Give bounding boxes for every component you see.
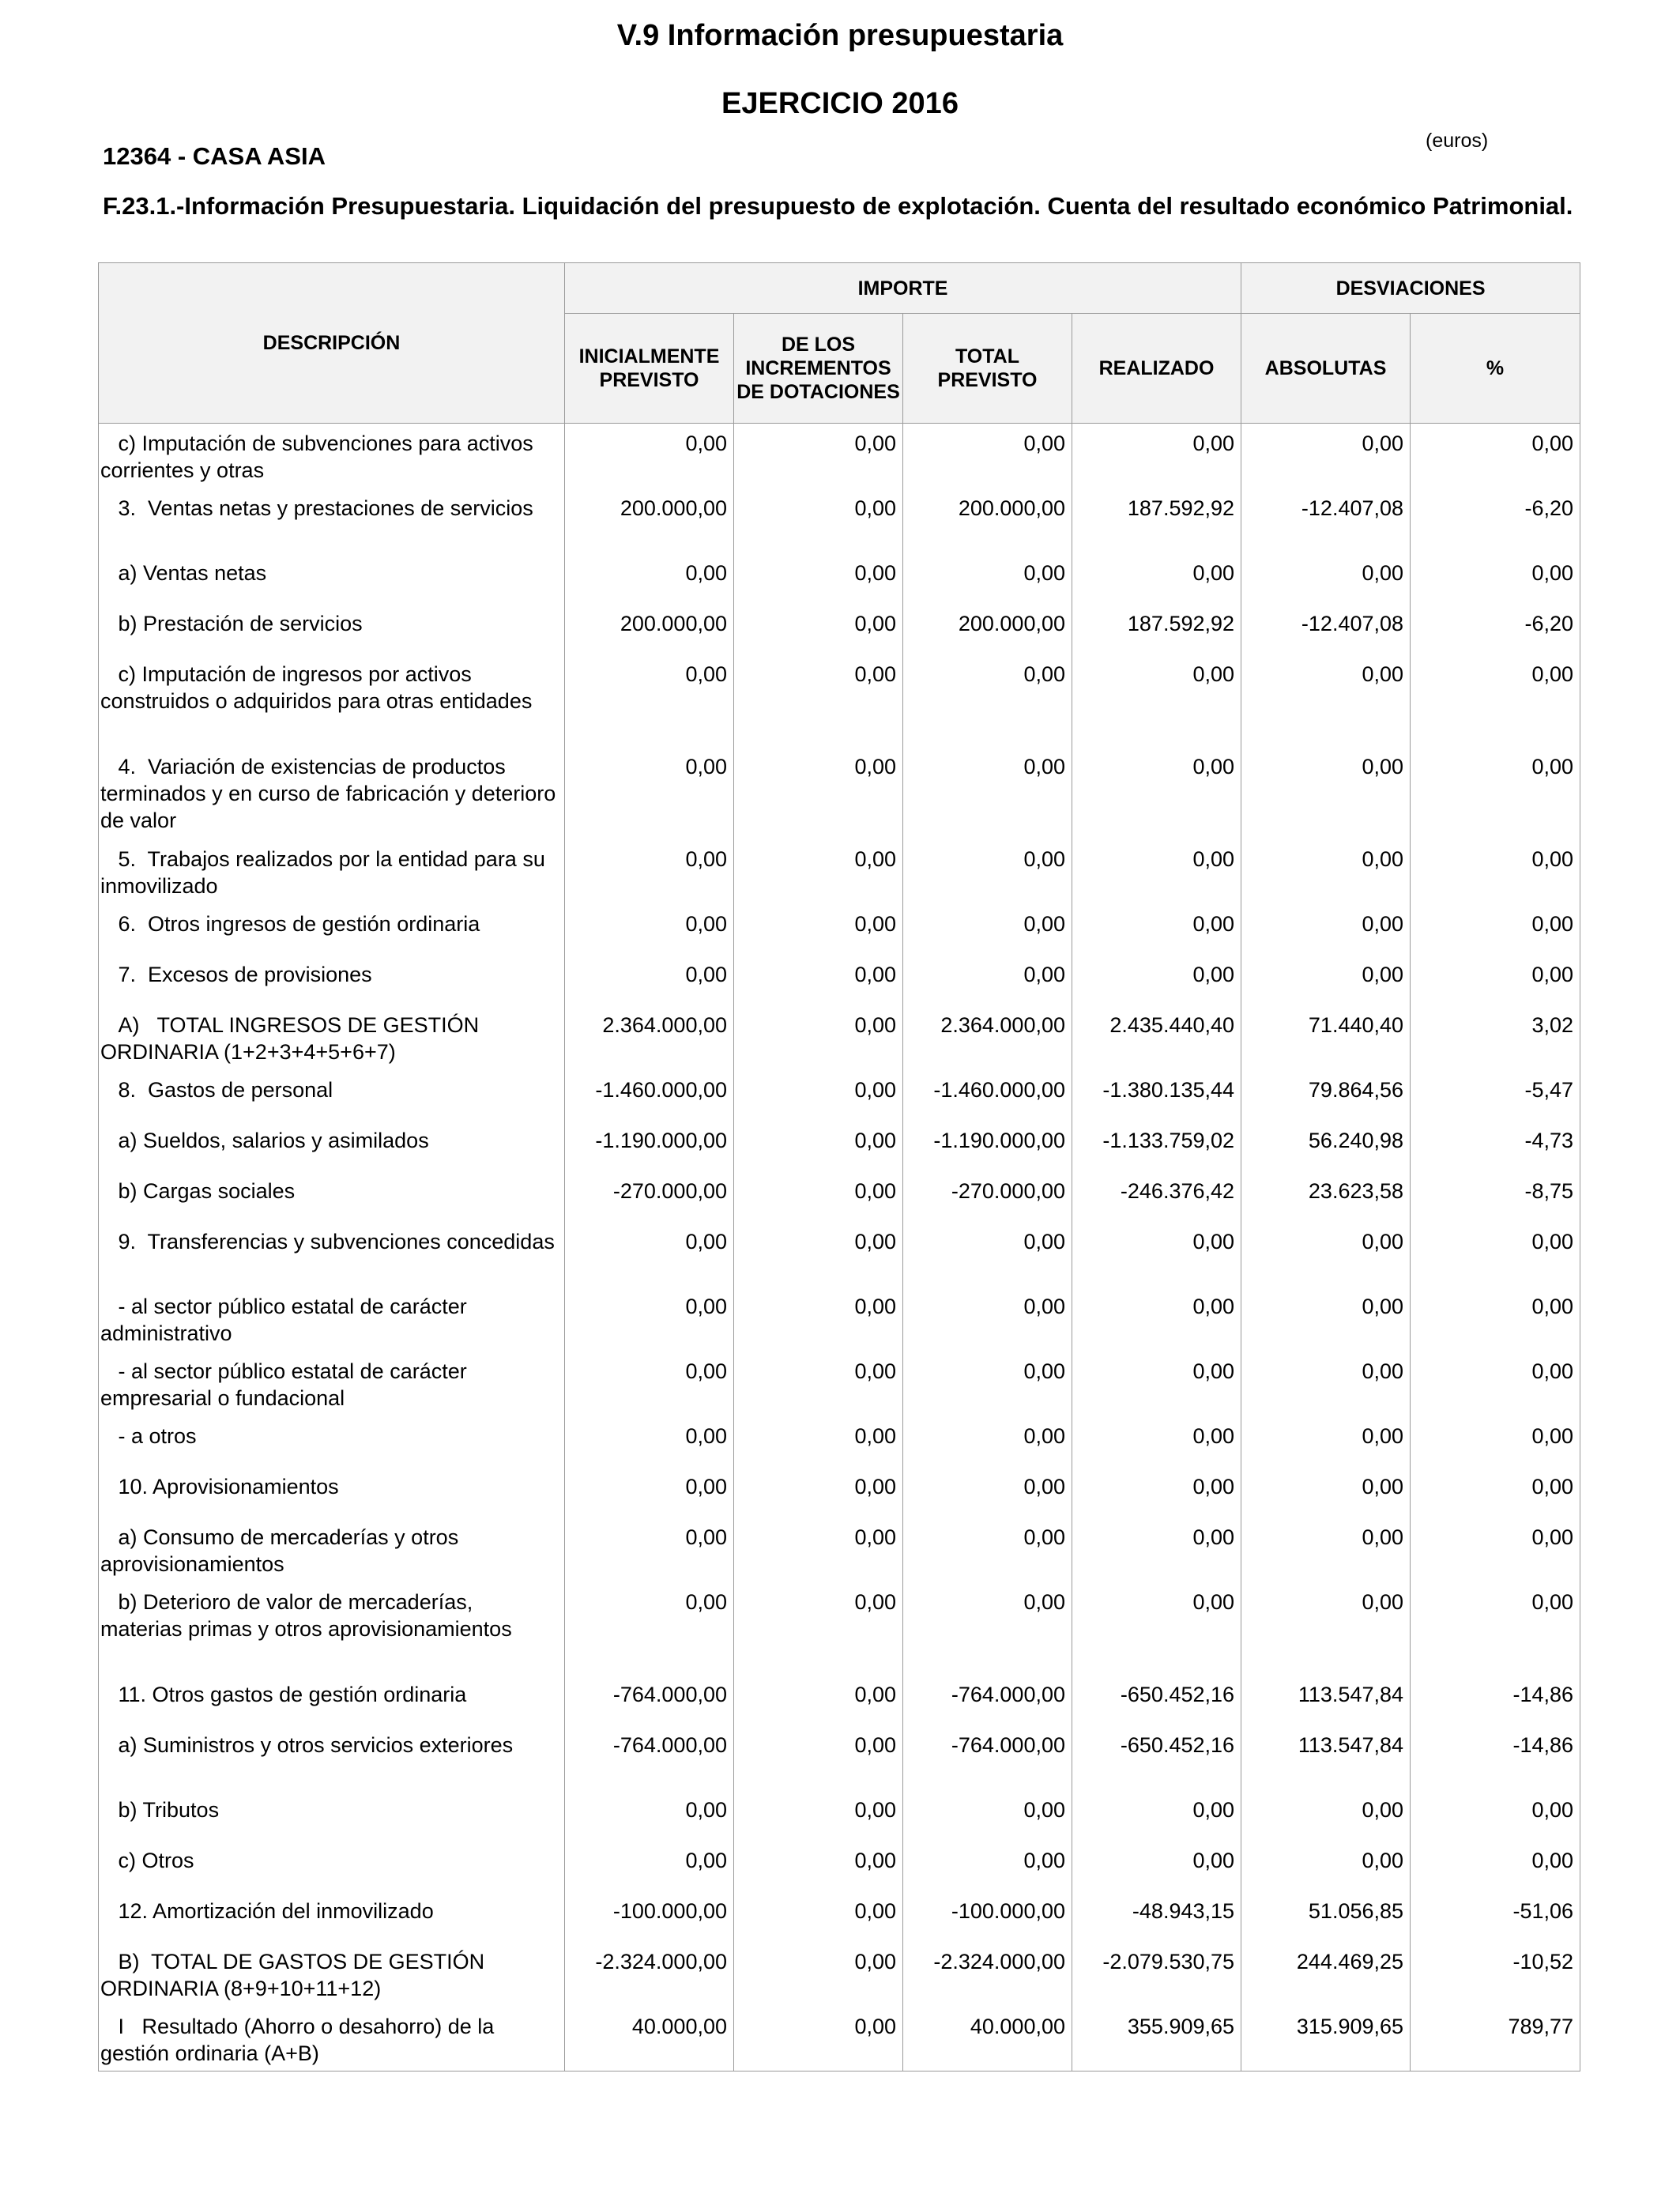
cell-inicialmente-previsto: 0,00 [565,424,734,488]
cell-total-previsto: 0,00 [903,747,1072,839]
cell-porcentaje: -4,73 [1411,1121,1580,1171]
cell-total-previsto: -764.000,00 [903,1675,1072,1725]
cell-porcentaje: 0,00 [1411,839,1580,904]
cell-absolutas: 0,00 [1241,553,1411,604]
cell-realizado: 0,00 [1072,424,1241,488]
row-description: 5. Trabajos realizados por la entidad para su inmovilizado [99,839,565,904]
cell-inicialmente-previsto: -2.324.000,00 [565,1942,734,2007]
cell-realizado: 0,00 [1072,553,1241,604]
cell-total-previsto: -270.000,00 [903,1171,1072,1222]
row-description: a) Ventas netas [99,553,565,604]
currency-units: (euros) [1426,130,1489,152]
table-row [99,1467,1580,1517]
cell-porcentaje: -8,75 [1411,1171,1580,1222]
cell-total-previsto: 200.000,00 [903,488,1072,553]
cell-total-previsto: 0,00 [903,839,1072,904]
cell-porcentaje: -14,86 [1411,1675,1580,1725]
row-description: c) Imputación de subvenciones para activos corrientes y otras [99,424,565,488]
cell-incrementos: 0,00 [734,1005,903,1070]
cell-total-previsto: 0,00 [903,1287,1072,1351]
header-total-previsto: TOTAL PREVISTO [903,314,1072,424]
cell-porcentaje: 789,77 [1411,2007,1580,2071]
header-desviaciones: DESVIACIONES [1241,263,1580,314]
table-row [99,1891,1580,1942]
cell-porcentaje: 0,00 [1411,553,1580,604]
cell-realizado: -1.133.759,02 [1072,1121,1241,1171]
cell-porcentaje: 0,00 [1411,1222,1580,1287]
cell-inicialmente-previsto: 40.000,00 [565,2007,734,2071]
section-title: F.23.1.-Información Presupuestaria. Liquidación del presupuesto de explotación. Cuenta del resultado económico Patrimonial. [103,192,1573,220]
cell-absolutas: 113.547,84 [1241,1725,1411,1790]
cell-absolutas: 0,00 [1241,1467,1411,1517]
cell-porcentaje: 0,00 [1411,424,1580,488]
table-row [99,1517,1580,1582]
cell-incrementos: 0,00 [734,1891,903,1942]
cell-realizado: 187.592,92 [1072,488,1241,553]
cell-absolutas: 0,00 [1241,839,1411,904]
table-row [99,2007,1580,2071]
row-description: b) Tributos [99,1790,565,1841]
cell-absolutas: 0,00 [1241,1582,1411,1675]
cell-inicialmente-previsto: 0,00 [565,1222,734,1287]
cell-total-previsto: -1.460.000,00 [903,1070,1072,1121]
cell-porcentaje: 0,00 [1411,1351,1580,1416]
cell-total-previsto: -764.000,00 [903,1725,1072,1790]
cell-inicialmente-previsto: 0,00 [565,1467,734,1517]
cell-realizado: 187.592,92 [1072,604,1241,654]
header-realizado: REALIZADO [1072,314,1241,424]
row-description: 7. Excesos de provisiones [99,955,565,1005]
row-description: a) Suministros y otros servicios exteriores [99,1725,565,1790]
cell-total-previsto: 0,00 [903,1416,1072,1467]
cell-incrementos: 0,00 [734,955,903,1005]
header-importe: IMPORTE [565,263,1241,314]
table-row [99,1841,1580,1891]
cell-porcentaje: 0,00 [1411,904,1580,955]
cell-absolutas: 113.547,84 [1241,1675,1411,1725]
cell-total-previsto: 0,00 [903,654,1072,747]
cell-incrementos: 0,00 [734,1517,903,1582]
table-row [99,1351,1580,1416]
cell-realizado: 0,00 [1072,1222,1241,1287]
cell-incrementos: 0,00 [734,1070,903,1121]
cell-absolutas: 0,00 [1241,424,1411,488]
budget-table [98,262,1580,2071]
table-row [99,1942,1580,2007]
cell-porcentaje: -6,20 [1411,488,1580,553]
cell-realizado: 2.435.440,40 [1072,1005,1241,1070]
cell-realizado: 0,00 [1072,747,1241,839]
cell-porcentaje: 0,00 [1411,1416,1580,1467]
cell-inicialmente-previsto: 0,00 [565,1517,734,1582]
cell-absolutas: 0,00 [1241,1222,1411,1287]
table-row [99,488,1580,553]
row-description: 9. Transferencias y subvenciones concedidas [99,1222,565,1287]
cell-realizado: 0,00 [1072,839,1241,904]
cell-incrementos: 0,00 [734,1171,903,1222]
row-description: 8. Gastos de personal [99,1070,565,1121]
cell-inicialmente-previsto: 0,00 [565,904,734,955]
table-row [99,747,1580,839]
cell-incrementos: 0,00 [734,1675,903,1725]
header-absolutas: ABSOLUTAS [1241,314,1411,424]
cell-total-previsto: -1.190.000,00 [903,1121,1072,1171]
cell-incrementos: 0,00 [734,904,903,955]
table-row [99,904,1580,955]
cell-total-previsto: 200.000,00 [903,604,1072,654]
cell-total-previsto: 40.000,00 [903,2007,1072,2071]
cell-realizado: 0,00 [1072,654,1241,747]
cell-inicialmente-previsto: 0,00 [565,1841,734,1891]
cell-absolutas: 0,00 [1241,904,1411,955]
table-row [99,1416,1580,1467]
cell-realizado: 0,00 [1072,1841,1241,1891]
table-row [99,1070,1580,1121]
header-incrementos: DE LOS INCREMENTOS DE DOTACIONES [734,314,903,424]
cell-incrementos: 0,00 [734,1582,903,1675]
cell-porcentaje: -51,06 [1411,1891,1580,1942]
cell-incrementos: 0,00 [734,604,903,654]
cell-porcentaje: 0,00 [1411,955,1580,1005]
cell-inicialmente-previsto: -100.000,00 [565,1891,734,1942]
table-row [99,1121,1580,1171]
cell-porcentaje: -5,47 [1411,1070,1580,1121]
cell-absolutas: 23.623,58 [1241,1171,1411,1222]
cell-inicialmente-previsto: 2.364.000,00 [565,1005,734,1070]
cell-incrementos: 0,00 [734,424,903,488]
cell-porcentaje: 0,00 [1411,1287,1580,1351]
row-description: 10. Aprovisionamientos [99,1467,565,1517]
cell-incrementos: 0,00 [734,1841,903,1891]
cell-realizado: 0,00 [1072,955,1241,1005]
cell-realizado: 355.909,65 [1072,2007,1241,2071]
cell-total-previsto: 0,00 [903,1517,1072,1582]
cell-realizado: 0,00 [1072,904,1241,955]
table-row [99,1790,1580,1841]
cell-porcentaje: -6,20 [1411,604,1580,654]
cell-total-previsto: 0,00 [903,1582,1072,1675]
cell-inicialmente-previsto: -270.000,00 [565,1171,734,1222]
cell-incrementos: 0,00 [734,1287,903,1351]
cell-inicialmente-previsto: -1.460.000,00 [565,1070,734,1121]
cell-absolutas: 0,00 [1241,955,1411,1005]
row-description: a) Consumo de mercaderías y otros aprovisionamientos [99,1517,565,1582]
cell-incrementos: 0,00 [734,2007,903,2071]
cell-inicialmente-previsto: 0,00 [565,1582,734,1675]
table-row [99,1222,1580,1287]
page-title: V.9 Información presupuestaria [616,19,1064,52]
cell-inicialmente-previsto: 0,00 [565,654,734,747]
cell-absolutas: 79.864,56 [1241,1070,1411,1121]
cell-inicialmente-previsto: 0,00 [565,1790,734,1841]
cell-realizado: 0,00 [1072,1351,1241,1416]
row-description: 11. Otros gastos de gestión ordinaria [99,1675,565,1725]
cell-realizado: 0,00 [1072,1467,1241,1517]
row-description: b) Cargas sociales [99,1171,565,1222]
row-description: b) Prestación de servicios [99,604,565,654]
cell-absolutas: 315.909,65 [1241,2007,1411,2071]
table-row [99,553,1580,604]
header-porcentaje: % [1411,314,1580,424]
cell-inicialmente-previsto: -764.000,00 [565,1675,734,1725]
cell-total-previsto: 0,00 [903,1222,1072,1287]
cell-porcentaje: -10,52 [1411,1942,1580,2007]
cell-absolutas: 0,00 [1241,1790,1411,1841]
cell-inicialmente-previsto: 0,00 [565,839,734,904]
cell-inicialmente-previsto: -1.190.000,00 [565,1121,734,1171]
cell-inicialmente-previsto: 200.000,00 [565,488,734,553]
cell-realizado: -1.380.135,44 [1072,1070,1241,1121]
table-row [99,1582,1580,1675]
cell-incrementos: 0,00 [734,1467,903,1517]
table-row [99,1005,1580,1070]
cell-total-previsto: 0,00 [903,904,1072,955]
row-description: b) Deterioro de valor de mercaderías, materias primas y otros aprovisionamientos [99,1582,565,1675]
cell-total-previsto: 0,00 [903,424,1072,488]
cell-absolutas: 56.240,98 [1241,1121,1411,1171]
cell-realizado: -650.452,16 [1072,1675,1241,1725]
cell-incrementos: 0,00 [734,1121,903,1171]
cell-porcentaje: 0,00 [1411,1790,1580,1841]
table-row [99,839,1580,904]
row-description: 3. Ventas netas y prestaciones de servicios [99,488,565,553]
table-row [99,1287,1580,1351]
cell-absolutas: 0,00 [1241,1517,1411,1582]
cell-total-previsto: 0,00 [903,553,1072,604]
cell-inicialmente-previsto: 200.000,00 [565,604,734,654]
cell-incrementos: 0,00 [734,654,903,747]
cell-inicialmente-previsto: 0,00 [565,747,734,839]
cell-incrementos: 0,00 [734,1351,903,1416]
table-row [99,1725,1580,1790]
cell-realizado: 0,00 [1072,1582,1241,1675]
cell-total-previsto: 0,00 [903,1351,1072,1416]
cell-total-previsto: -2.324.000,00 [903,1942,1072,2007]
cell-absolutas: 51.056,85 [1241,1891,1411,1942]
row-description: 12. Amortización del inmovilizado [99,1891,565,1942]
header-inicialmente-previsto: INICIALMENTE PREVISTO [565,314,734,424]
cell-absolutas: 71.440,40 [1241,1005,1411,1070]
cell-realizado: 0,00 [1072,1416,1241,1467]
row-description: I Resultado (Ahorro o desahorro) de la gestión ordinaria (A+B) [99,2007,565,2071]
row-description: - a otros [99,1416,565,1467]
cell-total-previsto: 0,00 [903,1841,1072,1891]
table-row [99,604,1580,654]
row-description: c) Otros [99,1841,565,1891]
cell-incrementos: 0,00 [734,839,903,904]
cell-incrementos: 0,00 [734,1942,903,2007]
table-row [99,654,1580,747]
cell-absolutas: -12.407,08 [1241,604,1411,654]
cell-realizado: -48.943,15 [1072,1891,1241,1942]
cell-inicialmente-previsto: -764.000,00 [565,1725,734,1790]
cell-realizado: -2.079.530,75 [1072,1942,1241,2007]
row-description: A) TOTAL INGRESOS DE GESTIÓN ORDINARIA (1+2+3+4+5+6+7) [99,1005,565,1070]
cell-absolutas: 0,00 [1241,747,1411,839]
table-row [99,955,1580,1005]
cell-porcentaje: -14,86 [1411,1725,1580,1790]
cell-total-previsto: 0,00 [903,1467,1072,1517]
cell-inicialmente-previsto: 0,00 [565,1416,734,1467]
cell-porcentaje: 0,00 [1411,747,1580,839]
cell-total-previsto: 2.364.000,00 [903,1005,1072,1070]
cell-incrementos: 0,00 [734,488,903,553]
cell-inicialmente-previsto: 0,00 [565,1351,734,1416]
cell-total-previsto: -100.000,00 [903,1891,1072,1942]
cell-incrementos: 0,00 [734,747,903,839]
cell-absolutas: 0,00 [1241,1287,1411,1351]
row-description: c) Imputación de ingresos por activos construidos o adquiridos para otras entidades [99,654,565,747]
cell-inicialmente-previsto: 0,00 [565,955,734,1005]
row-description: B) TOTAL DE GASTOS DE GESTIÓN ORDINARIA (8+9+10+11+12) [99,1942,565,2007]
cell-realizado: 0,00 [1072,1517,1241,1582]
cell-porcentaje: 0,00 [1411,1841,1580,1891]
cell-realizado: -246.376,42 [1072,1171,1241,1222]
cell-absolutas: 0,00 [1241,1416,1411,1467]
cell-porcentaje: 0,00 [1411,1467,1580,1517]
cell-total-previsto: 0,00 [903,955,1072,1005]
fiscal-year-heading: EJERCICIO 2016 [721,87,959,120]
cell-absolutas: 0,00 [1241,654,1411,747]
cell-absolutas: 244.469,25 [1241,1942,1411,2007]
cell-incrementos: 0,00 [734,1790,903,1841]
row-description: - al sector público estatal de carácter empresarial o fundacional [99,1351,565,1416]
cell-porcentaje: 0,00 [1411,1517,1580,1582]
cell-total-previsto: 0,00 [903,1790,1072,1841]
table-row [99,424,1580,488]
row-description: 4. Variación de existencias de productos terminados y en curso de fabricación y deterioro de valor [99,747,565,839]
entity-name: 12364 - CASA ASIA [103,142,326,170]
header-descripcion: DESCRIPCIÓN [99,263,565,424]
cell-inicialmente-previsto: 0,00 [565,1287,734,1351]
table-row [99,1675,1580,1725]
row-description: a) Sueldos, salarios y asimilados [99,1121,565,1171]
cell-porcentaje: 0,00 [1411,1582,1580,1675]
row-description: 6. Otros ingresos de gestión ordinaria [99,904,565,955]
cell-porcentaje: 3,02 [1411,1005,1580,1070]
cell-porcentaje: 0,00 [1411,654,1580,747]
cell-absolutas: 0,00 [1241,1351,1411,1416]
table-row [99,1171,1580,1222]
cell-absolutas: -12.407,08 [1241,488,1411,553]
cell-realizado: -650.452,16 [1072,1725,1241,1790]
cell-incrementos: 0,00 [734,1416,903,1467]
row-description: - al sector público estatal de carácter administrativo [99,1287,565,1351]
cell-realizado: 0,00 [1072,1790,1241,1841]
cell-incrementos: 0,00 [734,1222,903,1287]
cell-absolutas: 0,00 [1241,1841,1411,1891]
cell-incrementos: 0,00 [734,1725,903,1790]
cell-inicialmente-previsto: 0,00 [565,553,734,604]
cell-incrementos: 0,00 [734,553,903,604]
cell-realizado: 0,00 [1072,1287,1241,1351]
